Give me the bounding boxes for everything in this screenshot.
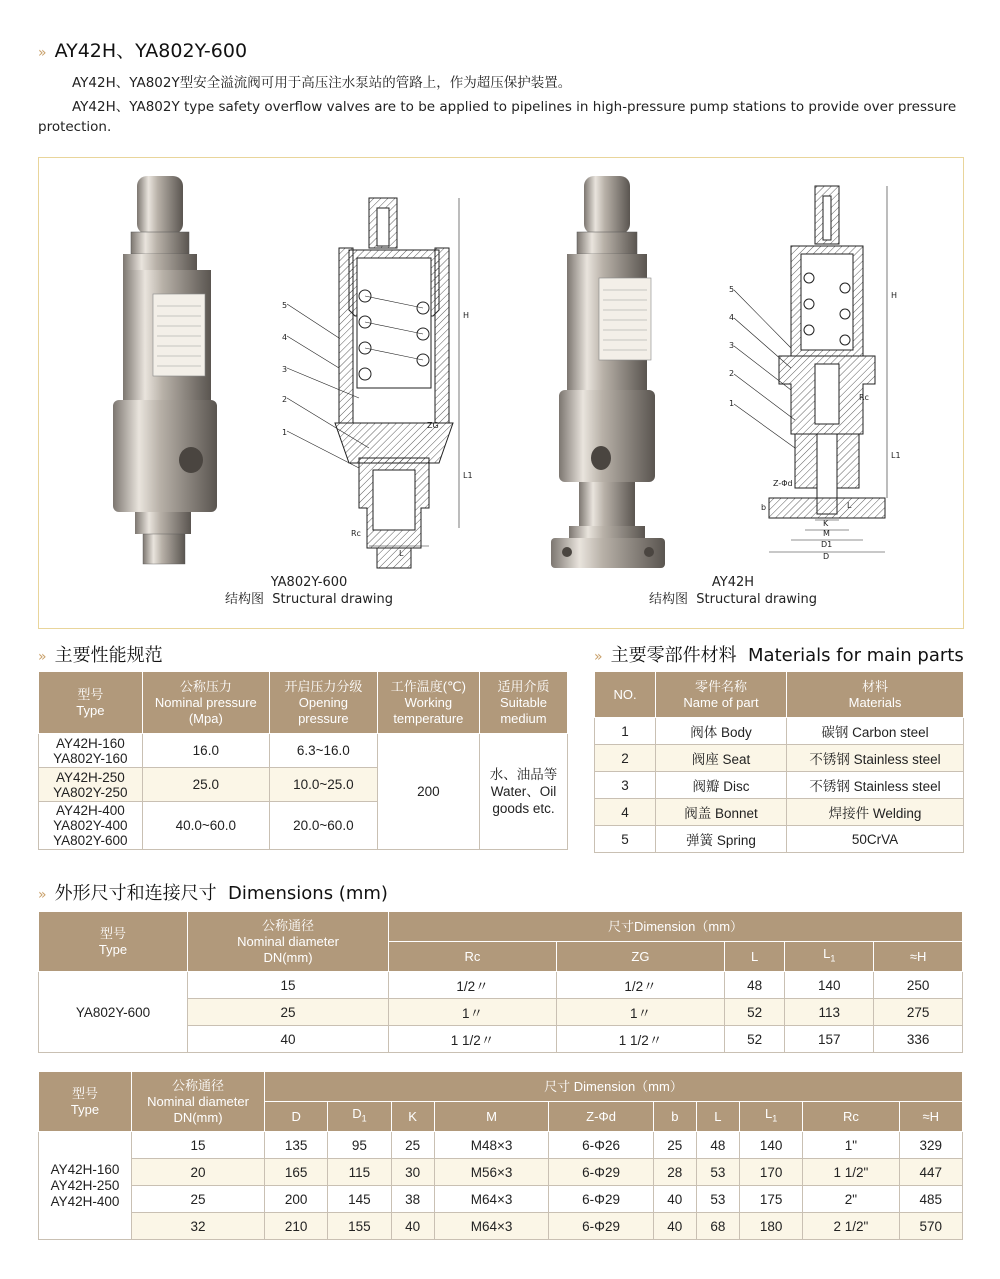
chevron-icon: » [38,45,45,61]
chevron-icon: » [38,887,45,903]
table-cell: 52 [724,999,784,1026]
mat-col-material [787,672,964,718]
header-text: 型号 [71,1085,98,1101]
table-cell: 485 [899,1186,962,1213]
header-text: AY42H-160 [55,735,125,751]
dim-m-right: M [823,529,830,538]
perf-opening: 10.0~25.0 [269,768,377,802]
ya802y-photo [113,176,217,564]
perf-col-nominal [142,672,269,734]
header-text: AY42H-250 [55,769,125,785]
dim-rc-right: Rc [859,393,869,402]
table-cell: 40 [188,1026,389,1053]
table-cell: 6-Φ26 [549,1132,653,1159]
table-cell: 52 [724,1026,784,1053]
caption-left-en: Structural drawing [272,592,394,607]
caption-left-cn: 结构图 [224,592,264,607]
dim-k-right: K [823,519,829,528]
caption-left [189,574,429,608]
dimensions-heading-en: Dimensions (mm) [228,883,388,904]
perf-col-type [39,672,143,734]
dim2-models [39,1132,132,1240]
dim-zg-left: ZG [427,421,439,430]
header-text: YA802Y-250 [53,784,128,800]
ay42h-photo [551,176,665,568]
dim1-col-h: ≈H [874,942,963,972]
header-text: goods etc. [492,801,555,816]
table-cell: 210 [265,1213,328,1240]
perf-nominal: 25.0 [142,768,269,802]
table-cell: 25 [653,1132,696,1159]
table-cell: 170 [739,1159,802,1186]
perf-type [39,734,143,768]
mat-material: 50CrVA [787,826,964,853]
dim-d1-right: D1 [821,540,833,549]
table-cell: 1 1/2〃 [389,1026,557,1053]
header-text: AY42H-160 [50,1161,120,1177]
dim-l-left: L [399,549,404,558]
header-text: AY42H-400 [55,803,125,818]
dim-h-right: H [891,291,898,300]
table-cell: 25 [391,1132,434,1159]
table-cell: 2" [803,1186,899,1213]
intro-en: AY42H、YA802Y type safety overflow valves are to be applied to pipelines in high-pressure pump stations to provide over pressure protection. [38,99,957,135]
table-cell: 1 1/2" [803,1159,899,1186]
materials-heading-en: Materials for main parts [748,645,964,666]
table-cell: 40 [653,1186,696,1213]
header-text: 适用介质 [497,678,550,694]
header-text: Nominal diameter [147,1093,249,1109]
perf-col-opening [269,672,377,734]
callout-2: 2 [282,395,288,404]
header-text: Suitable [499,694,547,710]
perf-medium [479,734,567,850]
dim2-dimension-header: 尺寸 Dimension（mm） [265,1072,963,1102]
mat-no: 3 [595,772,656,799]
table-row [595,826,964,853]
chevron-icon: » [594,649,601,665]
mat-col-no: NO. [595,672,656,718]
caption-right-cn: 结构图 [648,592,688,607]
ay42h-structural-drawing [729,186,901,561]
callout-1: 1 [282,428,288,437]
dimensions-table-ya802y [38,911,963,1053]
table-row [595,745,964,772]
header-text: 公称通径 [171,1077,224,1093]
callout-2-right: 2 [729,369,735,378]
header-text: Name of part [683,694,759,710]
dim2-col-l1: $L_1$ [739,1102,802,1132]
callout-5-right: 5 [729,285,735,294]
table-cell: 95 [328,1132,391,1159]
table-cell: 140 [739,1132,802,1159]
table-cell: 32 [132,1213,265,1240]
table-cell: 570 [899,1213,962,1240]
dim-h-left: H [463,311,470,320]
mat-no: 5 [595,826,656,853]
table-row [39,1186,963,1213]
callout-4: 4 [282,333,288,342]
dim2-col-k: K [391,1102,434,1132]
header-text: Opening [298,694,348,710]
materials-heading-cn: 主要零部件材料 [610,645,737,666]
table-cell: 157 [785,1026,874,1053]
table-cell: 2 1/2" [803,1213,899,1240]
header-text: Type [70,1101,100,1117]
header-text: pressure [298,710,349,726]
callout-5: 5 [282,301,288,310]
caption-right-model: AY42H [711,575,755,590]
header-text: 开启压力分级 [284,678,363,694]
mat-no: 1 [595,718,656,745]
table-cell: 275 [874,999,963,1026]
page-title [38,36,247,63]
table-cell: 1/2〃 [556,972,724,999]
table-row [595,772,964,799]
header-text: AY42H-250 [50,1177,120,1193]
header-text: YA802Y-160 [53,750,128,766]
table-cell: 115 [328,1159,391,1186]
table-cell: 200 [265,1186,328,1213]
table-row [39,1132,963,1159]
table-cell: M64×3 [434,1186,549,1213]
table-cell: 38 [391,1186,434,1213]
table-cell: 1〃 [556,999,724,1026]
perf-type [39,768,143,802]
dim1-col-l: L [724,942,784,972]
dim-l-right: L [847,501,852,510]
header-text: YA802Y-600 [53,833,128,848]
mat-material: 碳钢 Carbon steel [787,718,964,745]
table-cell: 140 [785,972,874,999]
mat-material: 不锈钢 Stainless steel [787,772,964,799]
dim2-col-d1: $D_1$ [328,1102,391,1132]
dim1-col-rc: Rc [389,942,557,972]
perf-type [39,802,143,850]
page-title-text: AY42H、YA802Y-600 [54,40,248,62]
dim2-col-dn [132,1072,265,1132]
table-row [39,972,963,999]
perf-nominal: 40.0~60.0 [142,802,269,850]
mat-part: 阀体 Body [656,718,787,745]
table-cell: 25 [188,999,389,1026]
chevron-icon: » [38,649,45,665]
header-text: Water、Oil [490,784,557,799]
caption-right [613,574,853,608]
header-text: 零件名称 [694,678,747,694]
table-cell: 40 [653,1213,696,1240]
table-cell: 6-Φ29 [549,1186,653,1213]
header-text: 水、油品等 [489,767,558,782]
table-cell: 20 [132,1159,265,1186]
mat-part: 阀座 Seat [656,745,787,772]
table-cell: 48 [724,972,784,999]
table-cell: 175 [739,1186,802,1213]
dim2-col-d: D [265,1102,328,1132]
header-text: DN(mm) [263,949,313,965]
table-cell: 250 [874,972,963,999]
performance-heading [38,641,163,667]
table-cell: 15 [132,1132,265,1159]
table-cell: 30 [391,1159,434,1186]
dim-rc-left: Rc [351,529,361,538]
dim2-col-m: M [434,1102,549,1132]
callout-4-right: 4 [729,313,735,322]
header-text: 型号 [99,925,126,941]
dimensions-heading-cn: 外形尺寸和连接尺寸 [54,883,217,904]
performance-table [38,671,568,850]
caption-right-en: Structural drawing [696,592,818,607]
figure-panel [38,157,964,629]
dim2-col-type [39,1072,132,1132]
header-text: 公称压力 [179,678,232,694]
table-row [39,1213,963,1240]
header-text: temperature [393,710,464,726]
header-text: 型号 [77,686,104,702]
dim-l1-right: L1 [891,451,901,460]
table-cell: 68 [696,1213,739,1240]
table-cell: 6-Φ29 [549,1213,653,1240]
mat-col-part [656,672,787,718]
dim1-col-zg: ZG [556,942,724,972]
header-text: medium [500,710,547,726]
perf-nominal: 16.0 [142,734,269,768]
dim1-model: YA802Y-600 [39,972,188,1053]
table-cell: 329 [899,1132,962,1159]
header-text: YA802Y-400 [53,818,128,833]
header-text: Nominal diameter [237,933,339,949]
header-text: Materials [848,694,902,710]
header-text: (Mpa) [188,710,223,726]
dim2-col-rc: Rc [803,1102,899,1132]
table-cell: 40 [391,1213,434,1240]
perf-temperature: 200 [377,734,479,850]
dim2-col-h: ≈H [899,1102,962,1132]
callout-1-right: 1 [729,399,735,408]
dim-b-right: b [761,503,767,512]
header-text: DN(mm) [173,1109,223,1125]
table-cell: 113 [785,999,874,1026]
header-text: AY42H-400 [50,1193,120,1209]
dim1-col-type [39,912,188,972]
materials-heading [594,641,964,667]
mat-part: 阀瓣 Disc [656,772,787,799]
table-cell: 447 [899,1159,962,1186]
table-cell: 1 1/2〃 [556,1026,724,1053]
dim-l1-left: L1 [463,471,473,480]
header-text: Type [98,941,128,957]
header-text: 材料 [861,678,888,694]
dim-zd-right: Z-Φd [773,479,793,488]
table-cell: 53 [696,1186,739,1213]
table-cell: M56×3 [434,1159,549,1186]
performance-heading-text: 主要性能规范 [54,645,163,666]
table-cell: 28 [653,1159,696,1186]
table-cell: 165 [265,1159,328,1186]
dim1-col-l1: $L_1$ [785,942,874,972]
table-cell: 336 [874,1026,963,1053]
mat-material: 焊接件 Welding [787,799,964,826]
mat-part: 弹簧 Spring [656,826,787,853]
table-row [39,734,568,768]
ya802y-structural-drawing [282,198,473,568]
header-text: Nominal pressure [154,694,257,710]
dim2-col-zd: Z-Φd [549,1102,653,1132]
perf-opening: 6.3~16.0 [269,734,377,768]
table-cell: 155 [328,1213,391,1240]
intro-cn: AY42H、YA802Y型安全溢流阀可用于高压注水泵站的管路上，作为超压保护装置。 [72,75,572,91]
table-cell: 15 [188,972,389,999]
perf-col-temp [377,672,479,734]
dimensions-heading [38,879,388,905]
dim2-col-b: b [653,1102,696,1132]
table-row [39,1159,963,1186]
table-cell: 145 [328,1186,391,1213]
table-row [595,799,964,826]
materials-table [594,671,964,853]
table-row [595,718,964,745]
mat-part: 阀盖 Bonnet [656,799,787,826]
table-cell: 6-Φ29 [549,1159,653,1186]
caption-left-model: YA802Y-600 [270,575,348,590]
table-cell: 1〃 [389,999,557,1026]
table-cell: 135 [265,1132,328,1159]
caption-right-text [613,591,853,608]
header-text: Working [404,694,453,710]
dim1-dimension-header: 尺寸Dimension（mm） [389,912,963,942]
dim-d-right: D [823,552,830,561]
dim1-col-dn [188,912,389,972]
table-cell: 25 [132,1186,265,1213]
mat-no: 4 [595,799,656,826]
header-text: Type [76,702,105,718]
dim2-col-l: L [696,1102,739,1132]
table-cell: 1/2〃 [389,972,557,999]
table-cell: 48 [696,1132,739,1159]
table-cell: 53 [696,1159,739,1186]
mat-no: 2 [595,745,656,772]
table-cell: M64×3 [434,1213,549,1240]
callout-3-right: 3 [729,341,735,350]
header-text: 工作温度(℃) [390,678,466,694]
valve-illustrations [39,158,963,628]
table-cell: 1" [803,1132,899,1159]
header-text: 公称通径 [261,917,314,933]
table-cell: M48×3 [434,1132,549,1159]
perf-col-medium [479,672,567,734]
table-cell: 180 [739,1213,802,1240]
perf-opening: 20.0~60.0 [269,802,377,850]
callout-3: 3 [282,365,288,374]
caption-left-text [189,591,429,608]
dimensions-table-ay42h [38,1071,963,1240]
mat-material: 不锈钢 Stainless steel [787,745,964,772]
